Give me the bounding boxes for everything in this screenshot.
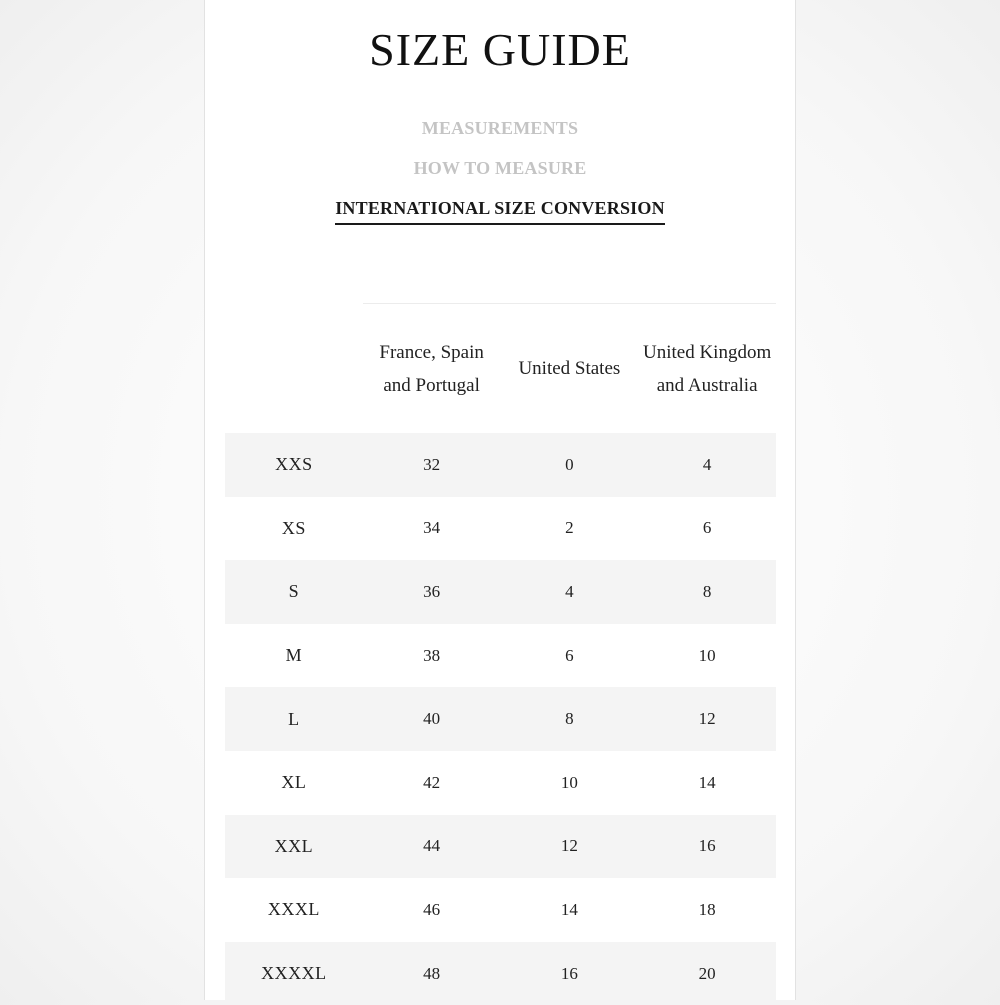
tab-label: MEASUREMENTS — [421, 118, 579, 138]
table-row — [225, 497, 776, 561]
table-cell: 4 — [501, 560, 639, 624]
table-cell: 32 — [363, 433, 501, 497]
tab-label: INTERNATIONAL SIZE CONVERSION — [335, 194, 665, 225]
table-cell: 4 — [638, 433, 776, 497]
table-cell: 14 — [501, 878, 639, 942]
tab-how-to-measure[interactable] — [205, 154, 795, 194]
table-cell: 16 — [638, 815, 776, 879]
size-label-cell: XL — [225, 751, 363, 815]
table-body — [225, 433, 776, 1005]
table-cell: 36 — [363, 560, 501, 624]
table-cell: 42 — [363, 751, 501, 815]
size-conversion-table-wrapper — [225, 303, 776, 1005]
size-label-cell: XXXL — [225, 878, 363, 942]
table-cell: 8 — [501, 687, 639, 751]
table-cell: 14 — [638, 751, 776, 815]
table-cell: 34 — [363, 497, 501, 561]
size-guide-panel — [204, 0, 796, 1000]
table-row — [225, 942, 776, 1005]
tab-measurements[interactable] — [205, 114, 795, 154]
size-guide-tabs — [205, 114, 795, 234]
table-cell: 40 — [363, 687, 501, 751]
table-row — [225, 624, 776, 688]
table-row — [225, 433, 776, 497]
table-cell: 0 — [501, 433, 639, 497]
table-row — [225, 815, 776, 879]
size-label-cell: L — [225, 687, 363, 751]
table-row — [225, 751, 776, 815]
table-cell: 10 — [501, 751, 639, 815]
table-cell: 6 — [638, 497, 776, 561]
table-cell: 12 — [638, 687, 776, 751]
column-header-france-spain-portugal: France, Spain and Portugal — [379, 341, 484, 396]
size-label-cell: S — [225, 560, 363, 624]
size-label-cell: M — [225, 624, 363, 688]
table-cell: 6 — [501, 624, 639, 688]
table-cell: 38 — [363, 624, 501, 688]
table-cell: 12 — [501, 815, 639, 879]
page-title: SIZE GUIDE — [369, 24, 631, 75]
table-cell: 48 — [363, 942, 501, 1005]
tab-international-size-conversion[interactable] — [205, 194, 795, 234]
column-header-size — [225, 304, 363, 434]
size-label-cell: XXXXL — [225, 942, 363, 1005]
column-header-united-states: United States — [518, 358, 621, 379]
table-cell: 8 — [638, 560, 776, 624]
table-cell: 18 — [638, 878, 776, 942]
table-cell: 10 — [638, 624, 776, 688]
table-cell: 46 — [363, 878, 501, 942]
table-cell: 44 — [363, 815, 501, 879]
table-row — [225, 878, 776, 942]
table-header-row — [225, 304, 776, 434]
table-cell: 16 — [501, 942, 639, 1005]
table-row — [225, 687, 776, 751]
column-header-uk-australia: United Kingdom and Australia — [643, 341, 772, 396]
size-label-cell: XXS — [225, 433, 363, 497]
tab-label: HOW TO MEASURE — [413, 158, 587, 178]
size-conversion-table — [225, 303, 776, 1005]
size-label-cell: XS — [225, 497, 363, 561]
table-cell: 20 — [638, 942, 776, 1005]
table-cell: 2 — [501, 497, 639, 561]
size-label-cell: XXL — [225, 815, 363, 879]
table-row — [225, 560, 776, 624]
